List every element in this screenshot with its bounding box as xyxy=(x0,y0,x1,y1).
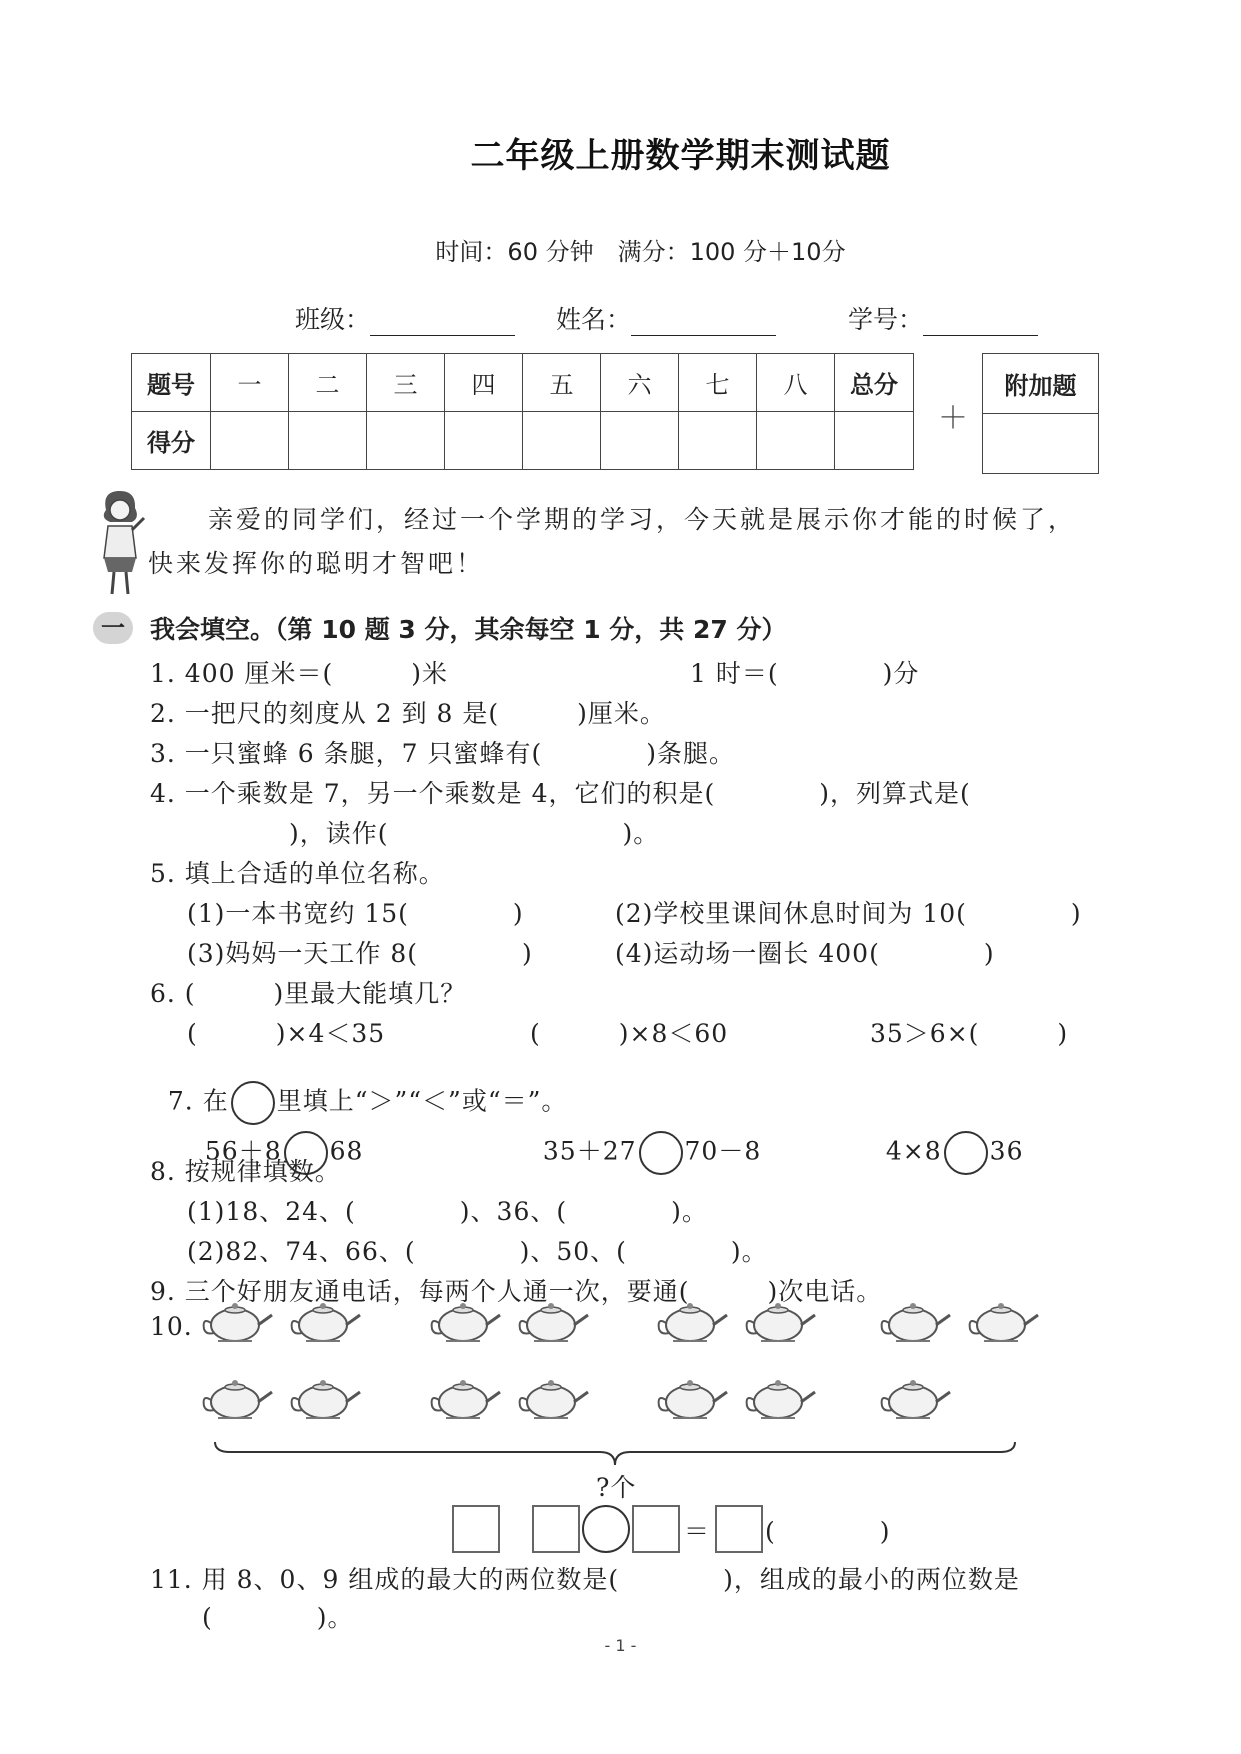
class-label: 班级： xyxy=(295,305,371,334)
plus-sign: ＋ xyxy=(938,401,968,436)
score-row-label: 得分 xyxy=(132,412,211,470)
score-value-row xyxy=(132,412,914,470)
intro-line: 亲爱的同学们，经过一个学期的学习，今天就是展示你才能的时候了， xyxy=(208,505,1077,534)
brace-label: ?个 xyxy=(596,1473,637,1502)
score-cell[interactable] xyxy=(523,412,601,470)
question-5-3: (3)妈妈一天工作 8( ) xyxy=(187,939,533,968)
class-blank[interactable] xyxy=(370,307,515,336)
score-header-cell: 七 xyxy=(679,354,757,412)
answer-box[interactable] xyxy=(532,1505,580,1553)
compare-left: 4×8 xyxy=(885,1136,942,1166)
compare-item-2 xyxy=(525,1102,761,1175)
teapot-icon xyxy=(432,1303,500,1341)
question-4b: )，读作( )。 xyxy=(185,819,660,848)
question-2: 2. 一把尺的刻度从 2 到 8 是( )厘米。 xyxy=(150,699,666,728)
teapot-icon xyxy=(747,1380,815,1418)
score-header-cell: 五 xyxy=(523,354,601,412)
answer-box[interactable] xyxy=(452,1505,500,1553)
question-11a: 11. 用 8、0、9 组成的最大的两位数是( )，组成的最小的两位数是 xyxy=(150,1565,1020,1594)
teapot-icon xyxy=(520,1380,588,1418)
bonus-table xyxy=(982,353,1099,474)
id-blank[interactable] xyxy=(923,307,1038,336)
question-5-1: (1)一本书宽约 15( ) xyxy=(187,899,524,928)
teapot-icon xyxy=(882,1380,950,1418)
question-11b: ( )。 xyxy=(202,1603,354,1632)
score-cell[interactable] xyxy=(289,412,367,470)
score-header-row xyxy=(132,354,914,412)
question-3: 3. 一只蜜蜂 6 条腿，7 只蜜蜂有( )条腿。 xyxy=(150,739,735,768)
question-8-2: (2)82、74、66、( )、50、( )。 xyxy=(187,1237,768,1266)
score-header-cell: 三 xyxy=(367,354,445,412)
score-table xyxy=(131,353,914,470)
compare-circle[interactable] xyxy=(639,1131,683,1175)
compare-right: 36 xyxy=(989,1136,1024,1166)
teapot-icon xyxy=(659,1303,727,1341)
page-title: 二年级上册数学期末测试题 xyxy=(470,136,891,176)
class-field xyxy=(295,300,515,336)
question-4a: 4. 一个乘数是 7，另一个乘数是 4，它们的积是( )，列算式是( xyxy=(150,779,971,808)
question-6-2: ( )×8＜60 xyxy=(530,1019,729,1048)
answer-box[interactable] xyxy=(715,1505,763,1553)
score-cell[interactable] xyxy=(679,412,757,470)
teapot-icon xyxy=(432,1380,500,1418)
score-cell[interactable] xyxy=(835,412,914,470)
score-header-cell: 一 xyxy=(211,354,289,412)
teapot-icon xyxy=(970,1303,1038,1341)
teapot-icon xyxy=(292,1380,360,1418)
teapot-icon xyxy=(520,1303,588,1341)
teapot-icon xyxy=(747,1303,815,1341)
score-cell[interactable] xyxy=(211,412,289,470)
exam-meta: 时间：60 分钟 满分：100 分＋10分 xyxy=(435,238,846,266)
intro-line: 快来发挥你的聪明才智吧！ xyxy=(148,549,485,578)
question-10: 10. xyxy=(150,1312,193,1341)
name-field xyxy=(556,300,776,336)
section-title: 我会填空。（第 10 题 3 分，其余每空 1 分，共 27 分） xyxy=(150,615,787,644)
section-badge: 一 xyxy=(93,612,133,644)
compare-right: 70－8 xyxy=(684,1136,762,1166)
score-header-cell: 总分 xyxy=(835,354,914,412)
page-number: - 1 - xyxy=(604,1636,637,1655)
compare-left: 35＋27 xyxy=(542,1136,637,1166)
teapot-icon xyxy=(204,1303,272,1341)
question-9: 9. 三个好朋友通电话，每两个人通一次，要通( )次电话。 xyxy=(150,1277,883,1306)
score-header-cell: 四 xyxy=(445,354,523,412)
compare-right: 68 xyxy=(329,1136,364,1166)
score-header-cell: 题号 xyxy=(132,354,211,412)
question-5-4: (4)运动场一圈长 400( ) xyxy=(615,939,995,968)
teapot-groups xyxy=(190,1300,1040,1440)
score-header-cell: 八 xyxy=(757,354,835,412)
question-7-prefix: 7. 在 xyxy=(167,1086,229,1116)
id-field xyxy=(848,300,1038,336)
bonus-score-cell[interactable] xyxy=(983,414,1099,474)
question-6-1: ( )×4＜35 xyxy=(187,1019,386,1048)
teapot-icon xyxy=(292,1303,360,1341)
question-1a: 1. 400 厘米＝( )米 xyxy=(150,659,448,688)
unit-blank: ( ) xyxy=(765,1517,891,1546)
question-5-2: (2)学校里课间休息时间为 10( ) xyxy=(615,899,1082,928)
score-header-cell: 六 xyxy=(601,354,679,412)
teapot-icon xyxy=(659,1380,727,1418)
question-8-1: (1)18、24、( )、36、( )。 xyxy=(187,1197,708,1226)
operator-circle[interactable] xyxy=(582,1505,630,1553)
teapot-icon xyxy=(204,1380,272,1418)
bonus-header: 附加题 xyxy=(983,354,1099,414)
name-blank[interactable] xyxy=(631,307,776,336)
compare-item-3 xyxy=(868,1102,1023,1175)
score-header-cell: 二 xyxy=(289,354,367,412)
answer-box[interactable] xyxy=(632,1505,680,1553)
teacher-illustration xyxy=(92,488,148,600)
intro-text xyxy=(148,498,1138,586)
question-1b: 1 时＝( )分 xyxy=(690,659,920,688)
id-label: 学号： xyxy=(848,305,924,334)
compare-circle[interactable] xyxy=(944,1131,988,1175)
name-label: 姓名： xyxy=(556,305,632,334)
compare-left: 56＋8 xyxy=(204,1136,282,1166)
score-cell[interactable] xyxy=(757,412,835,470)
score-cell[interactable] xyxy=(445,412,523,470)
teapot-icon xyxy=(882,1303,950,1341)
question-6: 6. ( )里最大能填几？ xyxy=(150,979,467,1008)
question-6-3: 35＞6×( ) xyxy=(870,1019,1069,1048)
brace-icon xyxy=(210,1440,1020,1470)
score-cell[interactable] xyxy=(367,412,445,470)
score-cell[interactable] xyxy=(601,412,679,470)
question-5: 5. 填上合适的单位名称。 xyxy=(150,859,445,888)
question-8: 8. 按规律填数。 xyxy=(150,1157,341,1186)
question-7-suffix: 里填上“＞”“＜”或“＝”。 xyxy=(276,1086,568,1116)
equals-sign: ＝ xyxy=(684,1517,711,1546)
